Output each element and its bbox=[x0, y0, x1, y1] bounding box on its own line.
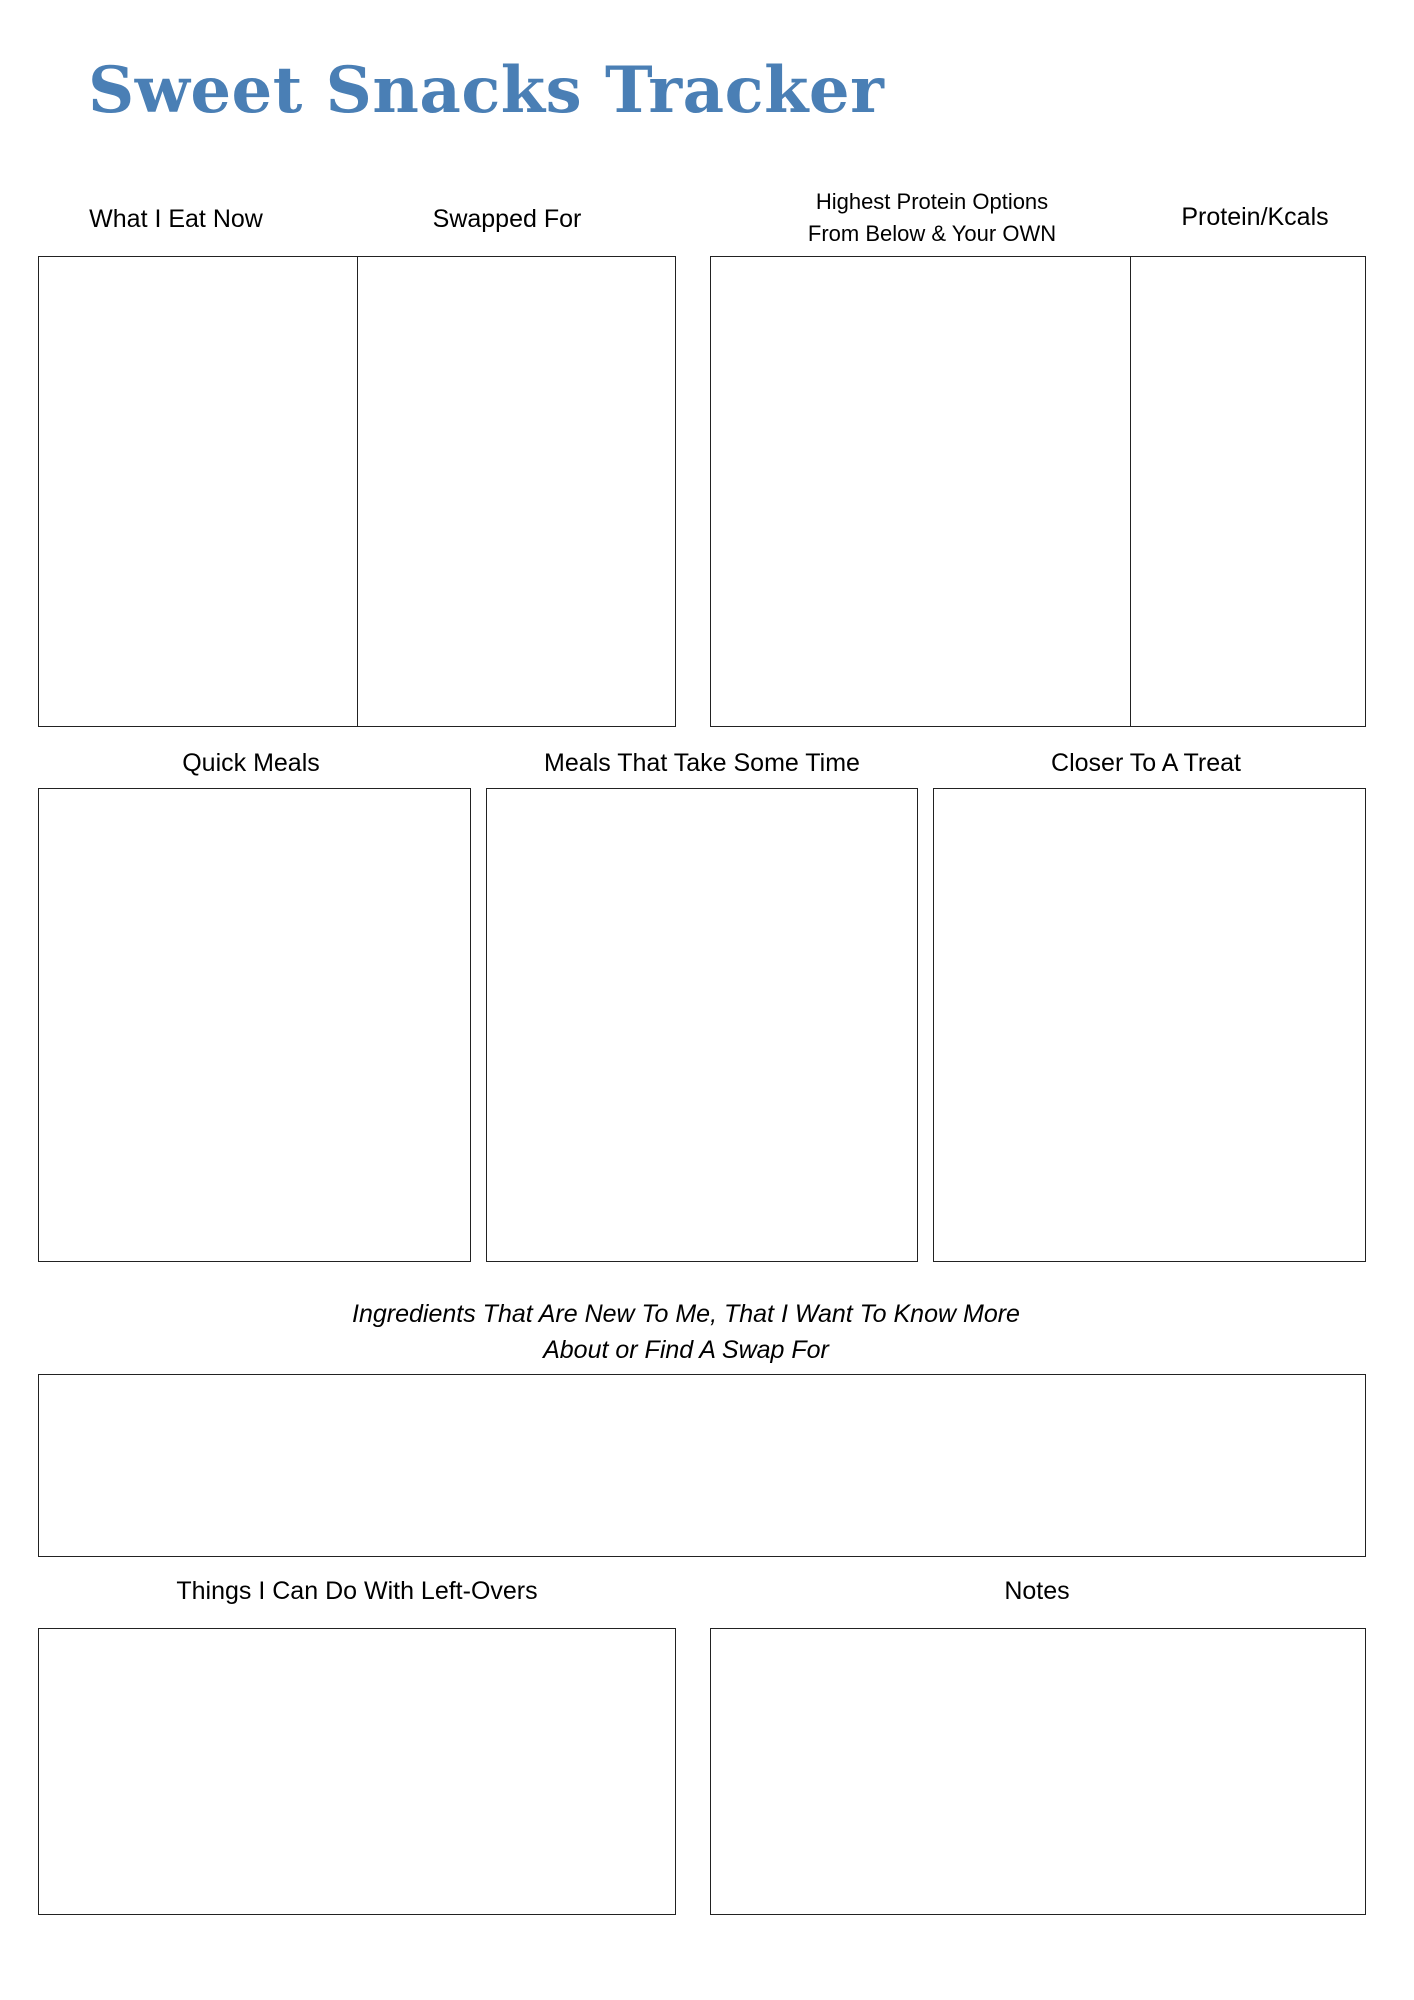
label-what-i-eat-now: What I Eat Now bbox=[89, 205, 263, 233]
protein-kcals-cell[interactable] bbox=[1132, 257, 1365, 726]
left-overs-box[interactable] bbox=[38, 1628, 676, 1915]
what-i-eat-now-cell[interactable] bbox=[39, 257, 356, 726]
label-ingredients-line1: Ingredients That Are New To Me, That I Want To Know More bbox=[352, 1300, 1020, 1328]
label-ingredients bbox=[352, 1296, 1020, 1368]
eat-swap-divider bbox=[357, 256, 358, 727]
label-left-overs: Things I Can Do With Left-Overs bbox=[176, 1577, 538, 1605]
quick-meals-box[interactable] bbox=[38, 788, 471, 1262]
label-highest-protein-line1: Highest Protein Options bbox=[815, 189, 1049, 214]
label-protein-kcals: Protein/Kcals bbox=[1181, 203, 1329, 231]
page-title: Sweet Snacks Tracker bbox=[88, 53, 885, 128]
label-highest-protein-line2: From Below & Your OWN bbox=[807, 221, 1057, 246]
ingredients-box[interactable] bbox=[38, 1374, 1366, 1557]
label-ingredients-line2: About or Find A Swap For bbox=[543, 1336, 829, 1364]
highest-protein-options-cell[interactable] bbox=[711, 257, 1129, 726]
closer-to-treat-box[interactable] bbox=[933, 788, 1366, 1262]
label-meals-take-time: Meals That Take Some Time bbox=[544, 749, 860, 777]
label-highest-protein-options bbox=[808, 186, 1056, 250]
swapped-for-cell[interactable] bbox=[359, 257, 675, 726]
label-quick-meals: Quick Meals bbox=[182, 749, 320, 777]
label-closer-to-treat: Closer To A Treat bbox=[1051, 749, 1241, 777]
protein-options-divider bbox=[1130, 256, 1131, 727]
meals-take-time-box[interactable] bbox=[486, 788, 918, 1262]
notes-box[interactable] bbox=[710, 1628, 1366, 1915]
label-swapped-for: Swapped For bbox=[432, 205, 582, 233]
label-notes: Notes bbox=[1004, 1577, 1070, 1605]
